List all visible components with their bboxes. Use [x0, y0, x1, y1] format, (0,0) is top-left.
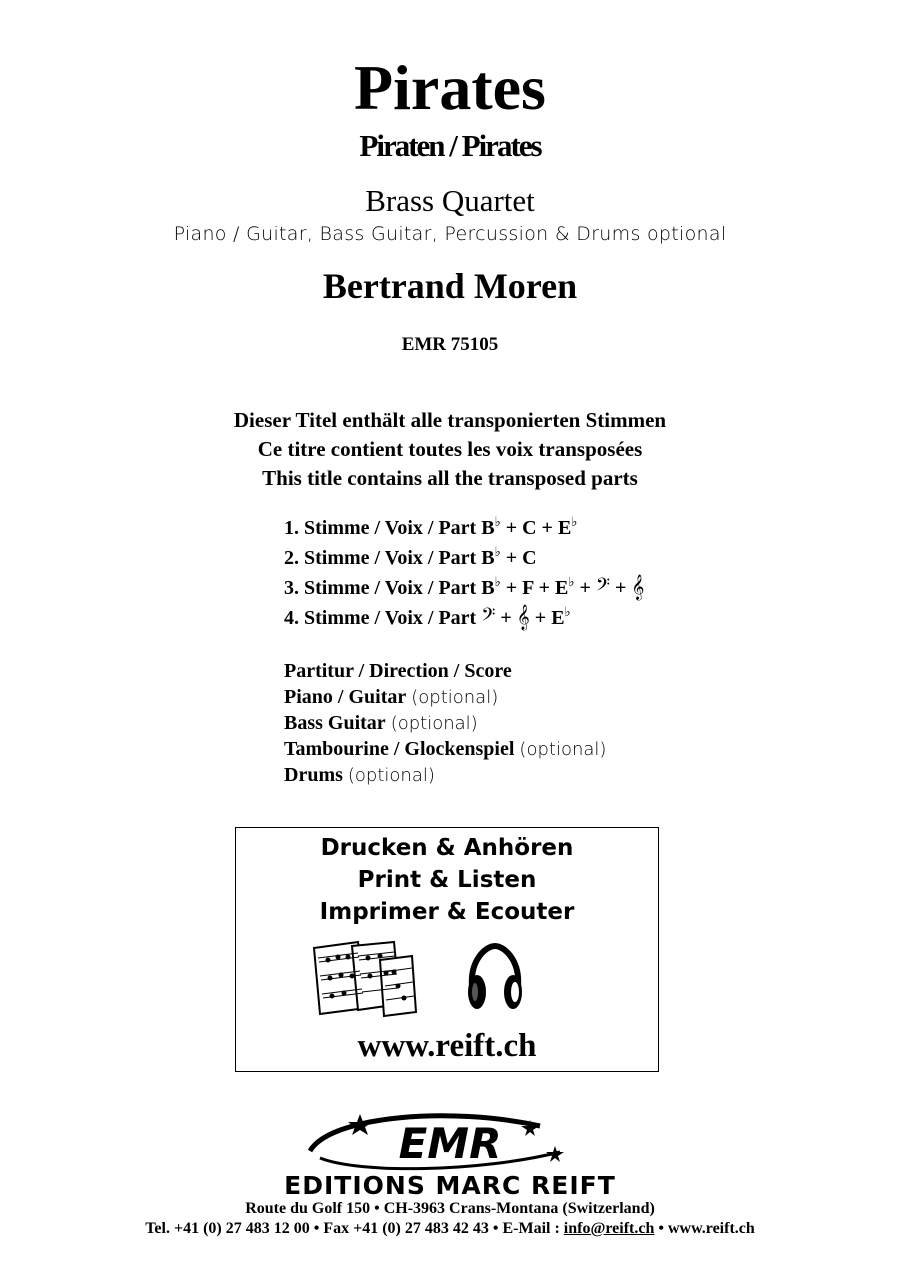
extra-item: [284, 684, 606, 710]
promo-line: Imprimer & Ecouter: [319, 899, 575, 925]
extra-item: [284, 658, 606, 684]
info-block: [0, 406, 900, 493]
email-link[interactable]: info@reift.ch: [563, 1220, 655, 1237]
extra-label: Partitur / Direction / Score: [284, 660, 512, 682]
extras-list: [284, 658, 606, 788]
part-row: [284, 508, 644, 538]
promo-lines: [236, 832, 658, 928]
promo-line: Drucken & Anhören: [320, 835, 574, 861]
flat-symbol: ♭: [494, 515, 501, 530]
publisher-name: EDITIONS MARC REIFT: [284, 1171, 616, 1200]
part-label: 2. Stimme / Voix / Part: [284, 547, 477, 569]
part-key-text: + F + E: [500, 577, 569, 599]
promo-line: Print & Listen: [357, 867, 537, 893]
instrumentation: Brass Quartet: [365, 183, 535, 218]
part-key-text: +: [574, 577, 596, 599]
extra-label: Drums: [284, 764, 343, 786]
extra-item: [284, 710, 606, 736]
sheet-music-icon: [308, 938, 418, 1018]
composer: Bertrand Moren: [322, 266, 578, 306]
info-line-en: This title contains all the transposed parts: [262, 466, 638, 490]
bass-clef-icon: 𝄢: [595, 575, 611, 600]
contact-suffix: • www.reift.ch: [654, 1220, 755, 1237]
extra-note: (optional): [411, 687, 499, 708]
part-key-text: B: [481, 577, 495, 599]
part-key-text: B: [481, 517, 495, 539]
flat-symbol: ♭: [568, 575, 575, 590]
part-row: [284, 538, 644, 568]
publisher-contact: [0, 1219, 900, 1239]
part-key-text: +: [610, 577, 632, 599]
flat-symbol: ♭: [571, 515, 578, 530]
info-line-fr: Ce titre contient toutes les voix transposées: [257, 437, 643, 461]
part-keys: [481, 577, 644, 599]
promo-url: www.reift.ch: [357, 1028, 537, 1064]
treble-clef-icon: 𝄞: [516, 605, 530, 630]
logo-text: EMR: [398, 1119, 502, 1168]
publisher-address: Route du Golf 150 • CH-3963 Crans-Montana (Switzerland): [245, 1200, 655, 1217]
catalog-number: EMR 75105: [401, 334, 499, 355]
info-line-de: Dieser Titel enthält alle transponierten Stimmen: [233, 408, 667, 432]
part-keys: [481, 517, 577, 539]
part-label: 3. Stimme / Voix / Part: [284, 577, 477, 599]
part-key-text: + E: [529, 607, 565, 629]
extra-label: Piano / Guitar: [284, 686, 407, 708]
emr-logo: [300, 1106, 600, 1176]
extra-item: [284, 762, 606, 788]
extra-label: Tambourine / Glockenspiel: [284, 738, 515, 760]
extra-note: (optional): [390, 713, 478, 734]
flat-symbol: ♭: [564, 605, 571, 620]
promo-box: [235, 827, 659, 1072]
extra-item: [284, 736, 606, 762]
extra-note: (optional): [519, 739, 607, 760]
part-label: 1. Stimme / Voix / Part: [284, 517, 477, 539]
part-row: [284, 598, 644, 628]
extra-label: Bass Guitar: [284, 712, 386, 734]
part-key-text: + C: [500, 547, 537, 569]
part-key-text: B: [481, 547, 495, 569]
bass-clef-icon: 𝄢: [481, 605, 496, 630]
treble-clef-icon: 𝄞: [631, 575, 645, 600]
flat-symbol: ♭: [494, 575, 501, 590]
part-key-text: + C + E: [500, 517, 572, 539]
subtitle: Piraten / Pirates: [359, 128, 541, 163]
flat-symbol: ♭: [494, 545, 501, 560]
instrumentation-sub: Piano / Guitar, Bass Guitar, Percussion & Drums optional: [173, 223, 727, 245]
headphones-icon: [464, 940, 526, 1014]
part-row: [284, 568, 644, 598]
contact-prefix: Tel. +41 (0) 27 483 12 00 • Fax +41 (0) 27 483 42 43 • E-Mail :: [145, 1220, 564, 1237]
part-keys: [481, 547, 536, 569]
part-keys: [481, 607, 570, 629]
parts-list: [284, 508, 644, 628]
extra-note: (optional): [347, 765, 435, 786]
part-key-text: +: [495, 607, 517, 629]
part-label: 4. Stimme / Voix / Part: [284, 607, 477, 629]
page-title: Pirates: [354, 52, 546, 123]
